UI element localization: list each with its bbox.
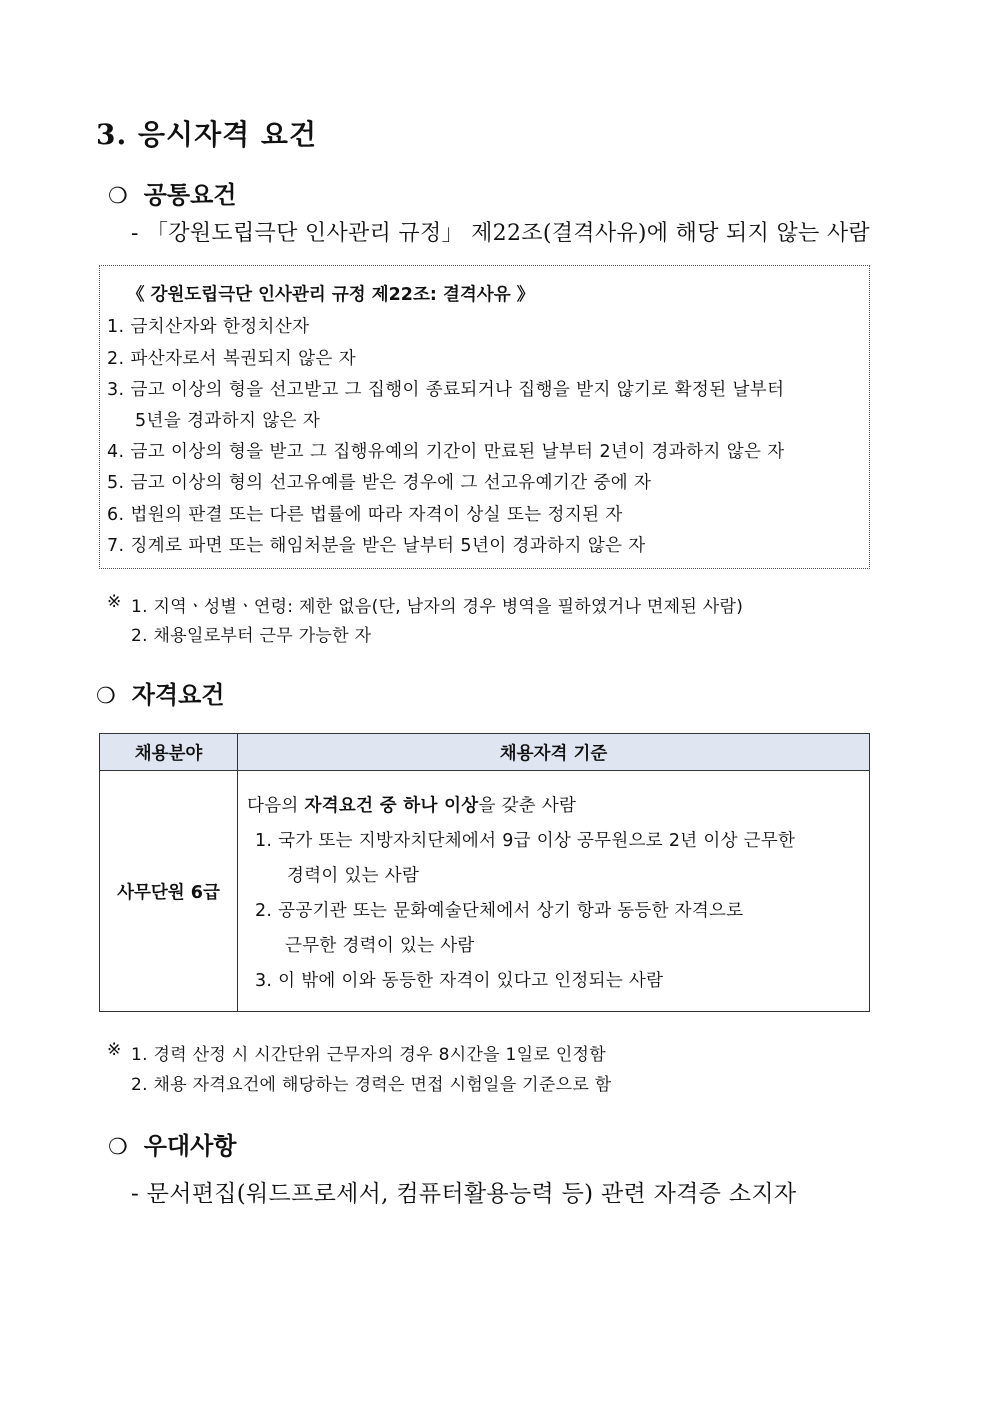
criteria-intro bbox=[247, 792, 576, 817]
circle-bullet-icon: ❍ bbox=[96, 684, 116, 709]
qualification-heading-label: 자격요건 bbox=[131, 680, 225, 709]
disqualification-item: 6. 법원의 판결 또는 다른 법률에 따라 자격이 상실 또는 정지된 자 bbox=[107, 505, 623, 525]
criteria-intro-prefix: 다음의 bbox=[247, 796, 305, 816]
table-header-row bbox=[100, 734, 870, 771]
criteria-cell bbox=[238, 771, 870, 1012]
disqualification-item: 2. 파산자로서 복권되지 않은 자 bbox=[107, 349, 357, 369]
criteria-line: 1. 국가 또는 지방자치단체에서 9급 이상 공무원으로 2년 이상 근무한 bbox=[255, 831, 796, 851]
criteria-line-continued: 근무한 경력이 있는 사람 bbox=[285, 936, 475, 956]
disqualification-item-continued: 5년을 경과하지 않은 자 bbox=[135, 411, 321, 431]
qualification-note-line: 1. 경력 산정 시 시간단위 근무자의 경우 8시간을 1일로 인정함 bbox=[131, 1045, 606, 1065]
field-cell: 사무단원 6급 bbox=[100, 771, 238, 1012]
common-note-line: 2. 채용일로부터 근무 가능한 자 bbox=[131, 626, 372, 646]
circle-bullet-icon: ❍ bbox=[108, 1135, 128, 1160]
disqualification-item: 5. 금고 이상의 형의 선고유예를 받은 경우에 그 선고유예기간 중에 자 bbox=[107, 473, 652, 493]
qualification-heading bbox=[96, 675, 224, 710]
table-header-criteria: 채용자격 기준 bbox=[238, 734, 870, 771]
common-note-line: 1. 지역ㆍ성별ㆍ연령: 제한 없음(단, 남자의 경우 병역을 필하였거나 면제된 사람) bbox=[131, 597, 744, 617]
disqualification-item: 1. 금치산자와 한정치산자 bbox=[107, 317, 310, 337]
criteria-line: 2. 공공기관 또는 문화예술단체에서 상기 항과 동등한 자격으로 bbox=[255, 901, 744, 921]
disqualification-item: 3. 금고 이상의 형을 선고받고 그 집행이 종료되거나 집행을 받지 않기로 확정된 날부터 bbox=[107, 380, 785, 400]
table-header-field: 채용분야 bbox=[100, 734, 238, 771]
disqualification-box-title: 《 강원도립극단 인사관리 규정 제22조: 결격사유 》 bbox=[127, 285, 535, 305]
circle-bullet-icon: ❍ bbox=[108, 184, 128, 209]
qualification-note-mark: ※ bbox=[107, 1040, 122, 1060]
preference-heading bbox=[108, 1126, 236, 1161]
preference-description: - 문서편집(워드프로세서, 컴퓨터활용능력 등) 관련 자격증 소지자 bbox=[131, 1181, 797, 1207]
criteria-line-continued: 경력이 있는 사람 bbox=[287, 866, 420, 886]
criteria-line: 3. 이 밖에 이와 동등한 자격이 있다고 인정되는 사람 bbox=[255, 971, 664, 991]
common-heading-label: 공통요건 bbox=[143, 180, 237, 209]
common-heading bbox=[108, 175, 236, 210]
common-note-mark: ※ bbox=[107, 592, 122, 612]
qualification-note-line: 2. 채용 자격요건에 해당하는 경력은 면접 시험일을 기준으로 함 bbox=[131, 1075, 612, 1095]
disqualification-item: 7. 징계로 파면 또는 해임처분을 받은 날부터 5년이 경과하지 않은 자 bbox=[107, 536, 646, 556]
common-description: - 「강원도립극단 인사관리 규정」 제22조(결격사유)에 해당 되지 않는 사람 bbox=[131, 221, 870, 246]
qualification-table bbox=[99, 733, 870, 1012]
section-title: 3. 응시자격 요건 bbox=[96, 118, 318, 151]
table-row bbox=[100, 771, 870, 1012]
disqualification-item: 4. 금고 이상의 형을 받고 그 집행유예의 기간이 만료된 날부터 2년이 경과하지 않은 자 bbox=[107, 442, 785, 462]
criteria-intro-suffix: 을 갖춘 사람 bbox=[478, 796, 577, 816]
criteria-intro-bold: 자격요건 중 하나 이상 bbox=[304, 796, 479, 816]
preference-heading-label: 우대사항 bbox=[143, 1131, 237, 1160]
